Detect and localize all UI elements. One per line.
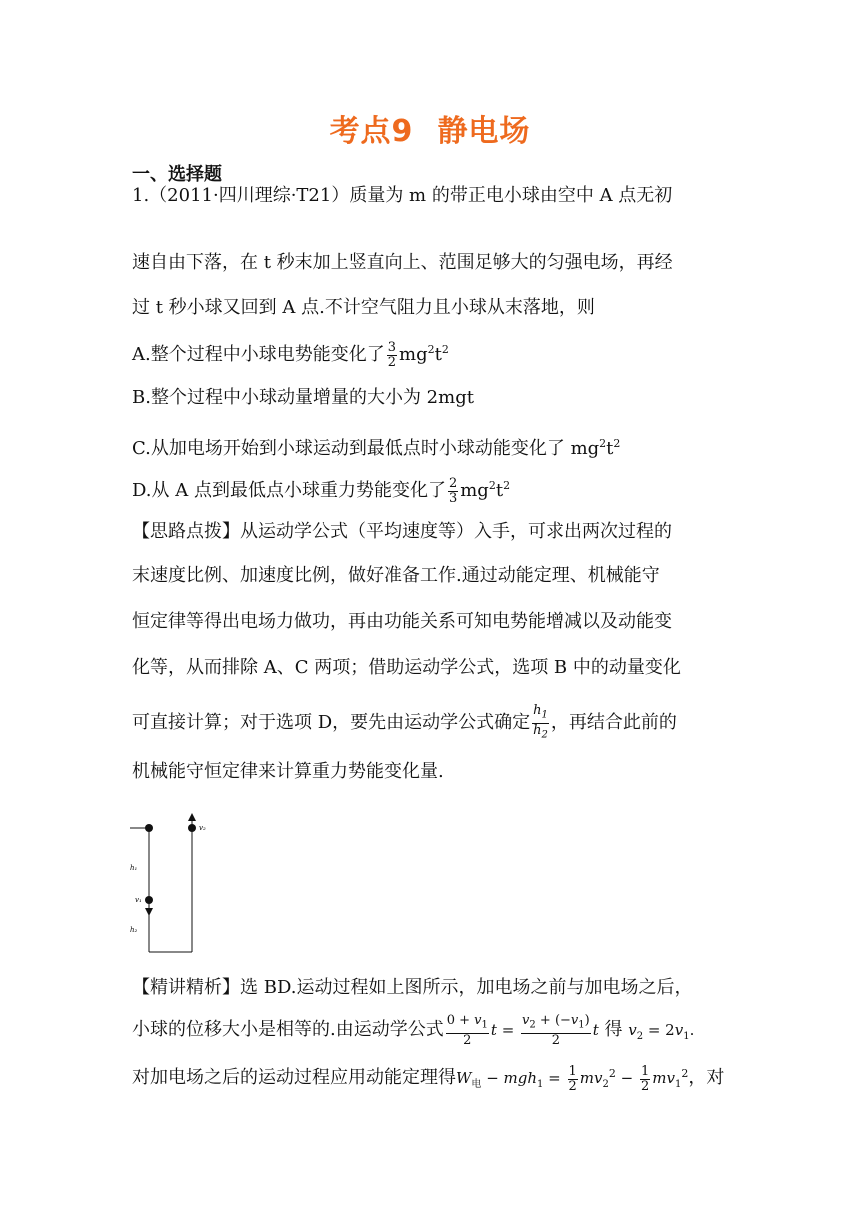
hint-line-2: 末速度比例、加速度比例，做好准备工作.通过动能定理、机械能守 — [132, 565, 660, 586]
up-arrow-icon — [188, 813, 196, 821]
hint-line-3: 恒定律等得出电场力做功，再由功能关系可知电势能增减以及动能变 — [132, 611, 672, 632]
hint-line-6: 机械能守恒定律来计算重力势能变化量. — [132, 761, 444, 782]
analysis-line-1: 【精讲精析】选 BD.运动过程如上图所示，加电场之前与加电场之后， — [132, 977, 693, 998]
option-d-fraction: $\frac{2}{3}$ — [448, 475, 458, 506]
ball-top — [145, 824, 153, 832]
label-h1: h₁ — [130, 864, 138, 872]
section-heading: 一、选择题 — [132, 164, 222, 185]
motion-diagram — [118, 810, 218, 960]
question-line-1: 1.（2011·四川理综·T21）质量为 m 的带正电小球由空中 A 点无初 — [132, 185, 673, 206]
page-title — [0, 106, 860, 150]
label-h2: h₂ — [130, 926, 138, 934]
velocity-relation: $v_2 = 2v_1$. — [628, 1020, 695, 1042]
analysis-line-2: 小球的位移大小是相等的.由运动学公式 $\frac{0 + v_1}{2}$ t = $\frac{v_2 + (-v_1)}{2}$ t 得 $v_2 = 2v_1$. — [132, 1013, 695, 1048]
label-v1: v₁ — [135, 896, 142, 904]
option-c: C.从加电场开始到小球运动到最低点时小球动能变化了 $mg^2t^2$ — [132, 437, 621, 459]
ball-middle — [145, 896, 153, 904]
kinematics-formula: $\frac{0 + v_1}{2}$ t = $\frac{v_2 + (-v_1)}{2}$ t — [446, 1013, 599, 1048]
title-topic-number: 考点9 — [329, 114, 414, 149]
analysis-line-3: 对加电场之后的运动过程应用动能定理得$W_电 - mgh_1$ = $\frac{1}{2}$ $mv_2^2$ − $\frac{1}{2}$ $mv_1^2$，对 — [132, 1063, 725, 1094]
option-d: D.从 A 点到最低点小球重力势能变化了 $\frac{2}{3}$ $mg^2t^2$ — [132, 475, 511, 506]
option-a-fraction: $\frac{3}{2}$ — [387, 339, 397, 370]
title-topic-name: 静电场 — [437, 114, 531, 149]
energy-theorem-formula: $W_电 - mgh_1$ = $\frac{1}{2}$ $mv_2^2$ − $\frac{1}{2}$ $mv_1^2$ — [456, 1063, 689, 1094]
ball-right — [188, 824, 196, 832]
label-v2: v₂ — [199, 824, 206, 832]
option-a: A.整个过程中小球电势能变化了 $\frac{3}{2}$ $mg^2t^2$ — [132, 339, 449, 370]
h1-over-h2-fraction: $\frac{h_1}{h_2}$ — [533, 703, 548, 741]
down-arrow-icon — [145, 908, 153, 916]
hint-line-5: 可直接计算；对于选项 D，要先由运动学公式确定 $\frac{h_1}{h_2}$ ，再结合此前的 — [132, 703, 677, 741]
hint-line-4: 化等，从而排除 A、C 两项；借助运动学公式，选项 B 中的动量变化 — [132, 657, 681, 678]
question-line-2: 速自由下落，在 t 秒末加上竖直向上、范围足够大的匀强电场，再经 — [132, 252, 673, 273]
option-b: B.整个过程中小球动量增量的大小为 2mgt — [132, 387, 474, 408]
question-line-3: 过 t 秒小球又回到 A 点.不计空气阻力且小球从末落地，则 — [132, 297, 595, 318]
hint-line-1: 【思路点拨】从运动学公式（平均速度等）入手，可求出两次过程的 — [132, 521, 672, 542]
